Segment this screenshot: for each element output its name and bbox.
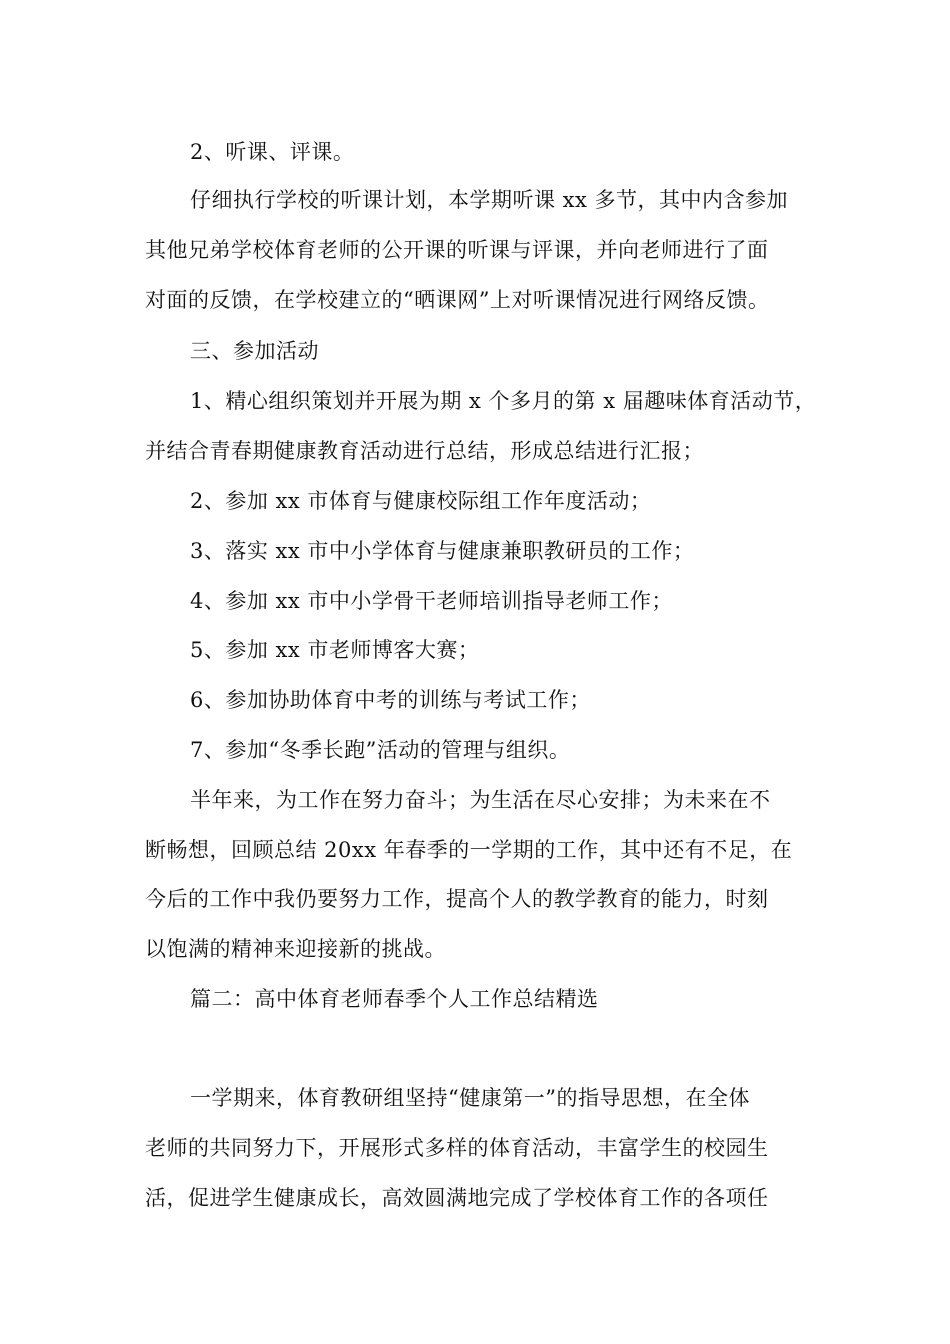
paragraph-line: 今后的工作中我仍要努力工作，提高个人的教学教育的能力，时刻 (145, 887, 769, 911)
list-item: 3、落实 xx 市中小学体育与健康兼职教研员的工作； (190, 539, 695, 563)
paragraph-line: 对面的反馈，在学校建立的“晒课网”上对听课情况进行网络反馈。 (145, 288, 770, 312)
list-item: 1、精心组织策划并开展为期 x 个多月的第 x 届趣味体育活动节， (190, 389, 817, 413)
list-item: 7、参加“冬季长跑”活动的管理与组织。 (190, 738, 571, 762)
list-item: 4、参加 xx 市中小学骨干老师培训指导老师工作； (190, 589, 673, 613)
list-item: 2、参加 xx 市体育与健康校际组工作年度活动； (190, 489, 652, 513)
paragraph-line: 以饱满的精神来迎接新的挑战。 (145, 937, 446, 961)
subsection-heading-lecture-review: 2、听课、评课。 (190, 140, 355, 164)
section-heading-activities: 三、参加活动 (190, 339, 319, 363)
list-item: 6、参加协助体育中考的训练与考试工作； (190, 688, 591, 712)
list-item-continuation: 并结合青春期健康教育活动进行总结，形成总结进行汇报； (145, 439, 704, 463)
paragraph-line: 老师的共同努力下，开展形式多样的体育活动，丰富学生的校园生 (145, 1136, 769, 1160)
paragraph-line: 仔细执行学校的听课计划，本学期听课 xx 多节，其中内含参加 (190, 188, 789, 212)
article-heading: 篇二：高中体育老师春季个人工作总结精选 (190, 987, 599, 1011)
paragraph-line: 一学期来，体育教研组坚持“健康第一”的指导思想，在全体 (190, 1086, 750, 1110)
list-item: 5、参加 xx 市老师博客大赛； (190, 638, 480, 662)
paragraph-line: 断畅想，回顾总结 20xx 年春季的一学期的工作，其中还有不足，在 (145, 838, 793, 862)
paragraph-line: 其他兄弟学校体育老师的公开课的听课与评课，并向老师进行了面 (145, 238, 769, 262)
paragraph-line: 半年来，为工作在努力奋斗；为生活在尽心安排；为未来在不 (190, 788, 771, 812)
paragraph-line: 活，促进学生健康成长，高效圆满地完成了学校体育工作的各项任 (145, 1186, 769, 1210)
